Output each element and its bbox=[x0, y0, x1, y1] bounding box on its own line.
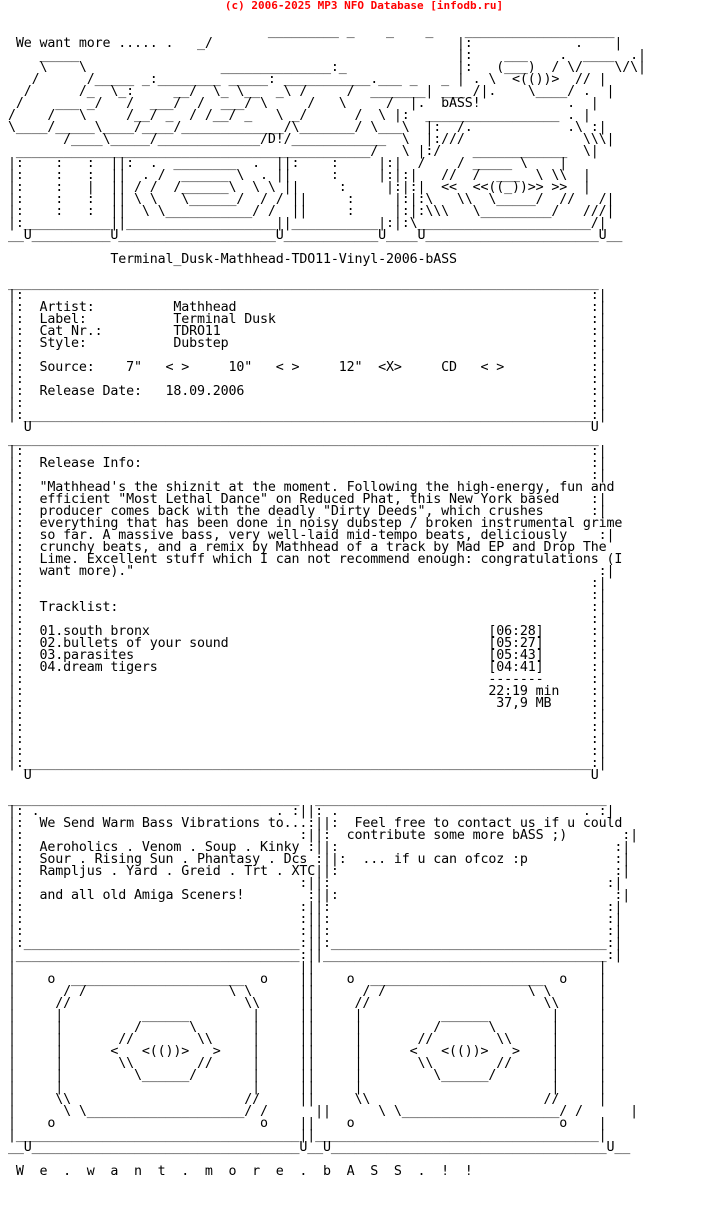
nfo-line: |: :| bbox=[8, 744, 615, 759]
nfo-line: _____ |: ___ . ____ .| bbox=[8, 48, 654, 63]
nfo-line: |: 01.south bronx [06:28] :| bbox=[8, 624, 615, 639]
nfo-line: | | < <(())> > | || | < <(())> > | | bbox=[8, 1044, 615, 1059]
nfo-line: |: :||: :| bbox=[8, 912, 631, 927]
nfo-line: | o ______________________ o || o ______________________ o | bbox=[8, 972, 615, 987]
nfo-line: /____\_____/_____________/D!/____________ \ |:/// \\\| bbox=[8, 132, 623, 147]
nfo-line: |: so far. A massive bass, very well-laid mid-tempo beats, deliciously :| bbox=[8, 528, 623, 543]
nfo-line: | | | || | | | bbox=[8, 1080, 615, 1095]
nfo-line: |____________________________________||____________________________________| bbox=[8, 1128, 615, 1143]
nfo-line: | || | bbox=[8, 960, 615, 975]
nfo-line: |: :| bbox=[8, 720, 615, 735]
nfo-line: |: Sour . Rising Sun . Phantasy . Dcs :||: ... if u can ofcoz :p :| bbox=[8, 852, 638, 867]
nfo-line: | | \\ // | || | \\ // | | bbox=[8, 1056, 615, 1071]
nfo-line: |: :| bbox=[8, 396, 615, 411]
nfo-line: |: :| bbox=[8, 708, 615, 723]
nfo-line: U U bbox=[8, 420, 615, 435]
nfo-line: W e . w a n t . m o r e . b A S S . ! ! bbox=[8, 1164, 481, 1179]
nfo-line: | | ______ | || | ______ | | bbox=[8, 1008, 615, 1023]
nfo-line: |: :| bbox=[8, 444, 615, 459]
nfo-line: |: : : || . / ______ \ . || : |:|:| // / ___ \ \\ | bbox=[8, 168, 599, 183]
nfo-line: |: :| bbox=[8, 732, 615, 747]
nfo-line: | | // \\ | || | // \\ | | bbox=[8, 1032, 615, 1047]
nfo-line: |: :| bbox=[8, 576, 615, 591]
nfo-line: / ___ _/ / ___/ / ___/ \ / \ / |. bASS! . | bbox=[8, 96, 607, 111]
nfo-line: | | \______/ | || | \______/ | | bbox=[8, 1068, 615, 1083]
nfo-line: |: 03.parasites [05:43] :| bbox=[8, 648, 615, 663]
nfo-line: |: :||: :| bbox=[8, 900, 631, 915]
nfo-line: __U__________U____________________U____________U____U______________________U__ bbox=[8, 228, 631, 243]
nfo-line: |: Lime. Excellent stuff which I can not recommend enough: congratulations (I bbox=[8, 552, 631, 567]
nfo-line: | \\ // || \\ // | bbox=[8, 1092, 615, 1107]
nfo-line: |: Release Info: :| bbox=[8, 456, 615, 471]
nfo-line: _____________________________________ _____________________________________ bbox=[8, 792, 615, 807]
nfo-line: |: Tracklist: :| bbox=[8, 600, 615, 615]
nfo-line: |: Rampljus . Yard . Greid . Trt . XTC||: :| bbox=[8, 864, 638, 879]
nfo-line: Terminal_Dusk-Mathhead-TDO11-Vinyl-2006-bASS bbox=[8, 252, 457, 267]
nfo-line: |:___________||___________________||___________|:|:\______________________/| bbox=[8, 216, 615, 231]
nfo-line: |: and all old Amiga Sceners! :||: :| bbox=[8, 888, 638, 903]
nfo-line: ___________________________________________________________________________ bbox=[8, 432, 607, 447]
nfo-line: |: 37,9 MB :| bbox=[8, 696, 615, 711]
nfo-line: |: :||: contribute some more bASS ;) :| bbox=[8, 828, 646, 843]
nfo-line: |: efficient "Most Lethal Dance" on Reduced Phat, this New York based :| bbox=[8, 492, 615, 507]
nfo-line: |: Artist: Mathhead :| bbox=[8, 300, 615, 315]
nfo-line: |: . . :||: . . :| bbox=[8, 804, 623, 819]
nfo-line: / /_____ _:________ _____: ___________.___ _ _ | . \ <(())> // | bbox=[8, 72, 615, 87]
nfo-line: |: Style: Dubstep :| bbox=[8, 336, 615, 351]
nfo-line: |: Label: Terminal Dusk :| bbox=[8, 312, 615, 327]
nfo-line: ___________________________________________________________________________ bbox=[8, 276, 607, 291]
nfo-line: / /_ \_: __/ \_ \__ _\ / / _______| ___ /|. \____/ . | bbox=[8, 84, 623, 99]
nfo-line: |: :| bbox=[8, 372, 615, 387]
nfo-line: |:________________________________________________________________________:| bbox=[8, 408, 615, 423]
nfo-line: __U__________________________________U__U___________________________________U__ bbox=[8, 1140, 638, 1155]
nfo-line: | o o || o o | bbox=[8, 1116, 615, 1131]
nfo-line: |: 22:19 min :| bbox=[8, 684, 615, 699]
nfo-line: |: :| bbox=[8, 588, 615, 603]
nfo-line: |: :| bbox=[8, 468, 615, 483]
nfo-line: |____________________________________:||____________________________________:| bbox=[8, 948, 631, 963]
nfo-line: |: "Mathhead's the shiznit at the moment. Following the high-energy, fun and bbox=[8, 480, 623, 495]
nfo-line: |: : | || / / /______\ \ \ || : |:|:| << <<((_))>> >> | bbox=[8, 180, 599, 195]
nfodb-credit-header: (c) 2006-2025 MP3 NFO Database [infodb.ru] bbox=[224, 0, 504, 12]
nfo-line: | \ \____________________/ / || \ \____________________/ / | bbox=[8, 1104, 646, 1119]
nfo-line: |: :| bbox=[8, 612, 615, 627]
nfo-line: U U bbox=[8, 768, 615, 783]
nfo-line: |: ------- :| bbox=[8, 672, 615, 687]
nfo-line: |: :||: :| bbox=[8, 876, 631, 891]
nfo-line: |: : : || \ \___________/ / || : |:|:\\\ \_________/ ///| bbox=[8, 204, 623, 219]
nfo-line: |: want more)." :| bbox=[8, 564, 623, 579]
nfo-line: |: 02.bullets of your sound [05:27] :| bbox=[8, 636, 615, 651]
nfo-line: |: : : ||: . ________ . ||: : |:| / / _____ \ | bbox=[8, 156, 575, 171]
nfo-line: _____________________________________________/ \ |:/ ____________ \| bbox=[8, 144, 607, 159]
nfo-line: \____/_____\____/____/_____________/\_______/ \___\ |: /. .\ :| bbox=[8, 120, 615, 135]
nfo-line: |: everything that has been done in noisy dubstep / broken instrumental grime bbox=[8, 516, 631, 531]
nfo-line: |: Source: 7" < > 10" < > 12" <X> CD < > :| bbox=[8, 360, 615, 375]
nfo-line: |: :||: :| bbox=[8, 924, 631, 939]
nfo-line: |: producer comes back with the deadly "Dirty Deeds", which crushes :| bbox=[8, 504, 615, 519]
nfo-line: |: : : || \ \ \______/ / / || : |:|:\ \\ \_____/ // /| bbox=[8, 192, 623, 207]
nfo-line: | // \\ || // \\ | bbox=[8, 996, 615, 1011]
nfo-line: |: :| bbox=[8, 348, 615, 363]
nfo-line: |:________________________________________________________________________:| bbox=[8, 756, 615, 771]
nfo-ascii-document bbox=[8, 14, 654, 1178]
nfo-line: |: Aeroholics . Venom . Soup . Kinky :||: :| bbox=[8, 840, 638, 855]
nfo-line: |:___________________________________:||:___________________________________:| bbox=[8, 936, 631, 951]
nfo-line: |: Release Date: 18.09.2006 :| bbox=[8, 384, 615, 399]
nfo-line: | / / \ \ || / / \ \ | bbox=[8, 984, 615, 999]
nfo-line: |: Cat Nr.: TDRO11 :| bbox=[8, 324, 615, 339]
nfo-line: |: 04.dream tigers [04:41] :| bbox=[8, 660, 615, 675]
nfo-line: / / \ /__/ _ / /__/ _ \ _/ / \ |: _________________ . | bbox=[8, 108, 599, 123]
nfo-line: |: We Send Warm Bass Vibrations to...:||: Feel free to contact us if u could bbox=[8, 816, 631, 831]
nfo-line: |: crunchy beats, and a remix by Mathhead of a track by Mad EP and Drop The bbox=[8, 540, 615, 555]
nfo-line: _________ _ _ _ ___________________ bbox=[8, 24, 623, 39]
nfo-line: We want more ..... . _/ |: . | bbox=[8, 36, 631, 51]
nfo-line: \ \ ______________:_ |: (___) / \/ \/\| bbox=[8, 60, 654, 75]
nfo-line: | | / \ | || | / \ | | bbox=[8, 1020, 615, 1035]
nfo-line: |: :| bbox=[8, 288, 615, 303]
